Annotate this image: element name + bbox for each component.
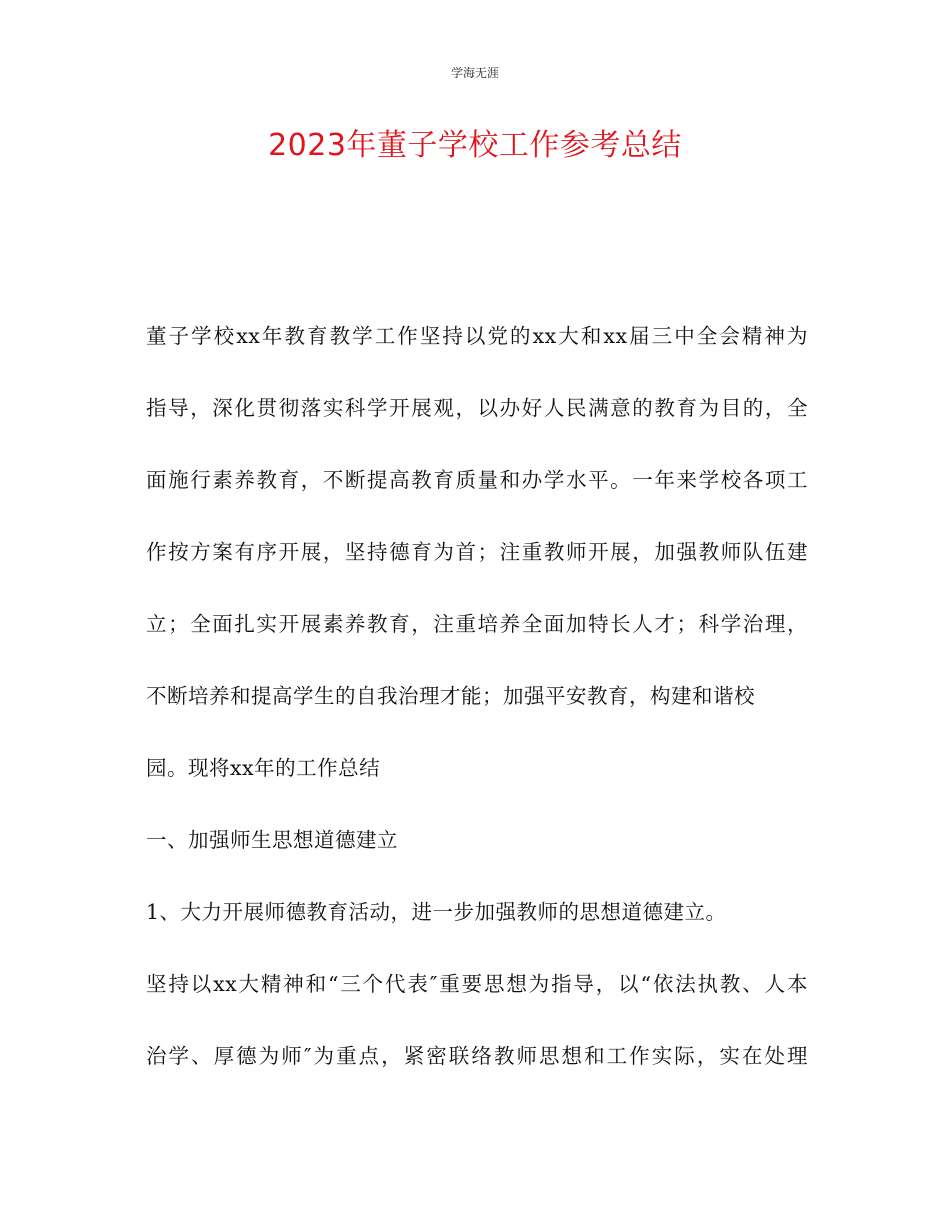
page-header: 学海无涯 bbox=[450, 66, 499, 80]
paragraph-line: 园。现将xx年的工作总结 bbox=[146, 756, 381, 780]
section-heading: 一、加强师生思想道德建立 bbox=[146, 828, 398, 852]
paragraph-line: 指导，深化贯彻落实科学开展观，以办好人民满意的教育为目的，全 bbox=[146, 396, 808, 420]
document-body bbox=[146, 318, 808, 1110]
paragraph-line: 坚持以xx大精神和“三个代表″重要思想为指导，以“依法执教、人本 bbox=[146, 972, 808, 996]
paragraph-line: 立；全面扎实开展素养教育，注重培养全面加特长人才；科学治理， bbox=[146, 612, 808, 636]
paragraph-line: 治学、厚德为师″为重点，紧密联络教师思想和工作实际，实在处理 bbox=[146, 1044, 808, 1068]
document-title: 2023年董子学校工作参考总结 bbox=[268, 128, 682, 163]
paragraph-line: 董子学校xx年教育教学工作坚持以党的xx大和xx届三中全会精神为 bbox=[146, 324, 808, 348]
paragraph-line: 作按方案有序开展，坚持德育为首；注重教师开展，加强教师队伍建 bbox=[146, 540, 808, 564]
paragraph-line: 不断培养和提高学生的自我治理才能；加强平安教育，构建和谐校 bbox=[146, 684, 755, 708]
paragraph-line: 面施行素养教育，不断提高教育质量和办学水平。一年来学校各项工 bbox=[146, 468, 808, 492]
subsection-heading: 1、大力开展师德教育活动，进一步加强教师的思想道德建立。 bbox=[146, 900, 727, 924]
